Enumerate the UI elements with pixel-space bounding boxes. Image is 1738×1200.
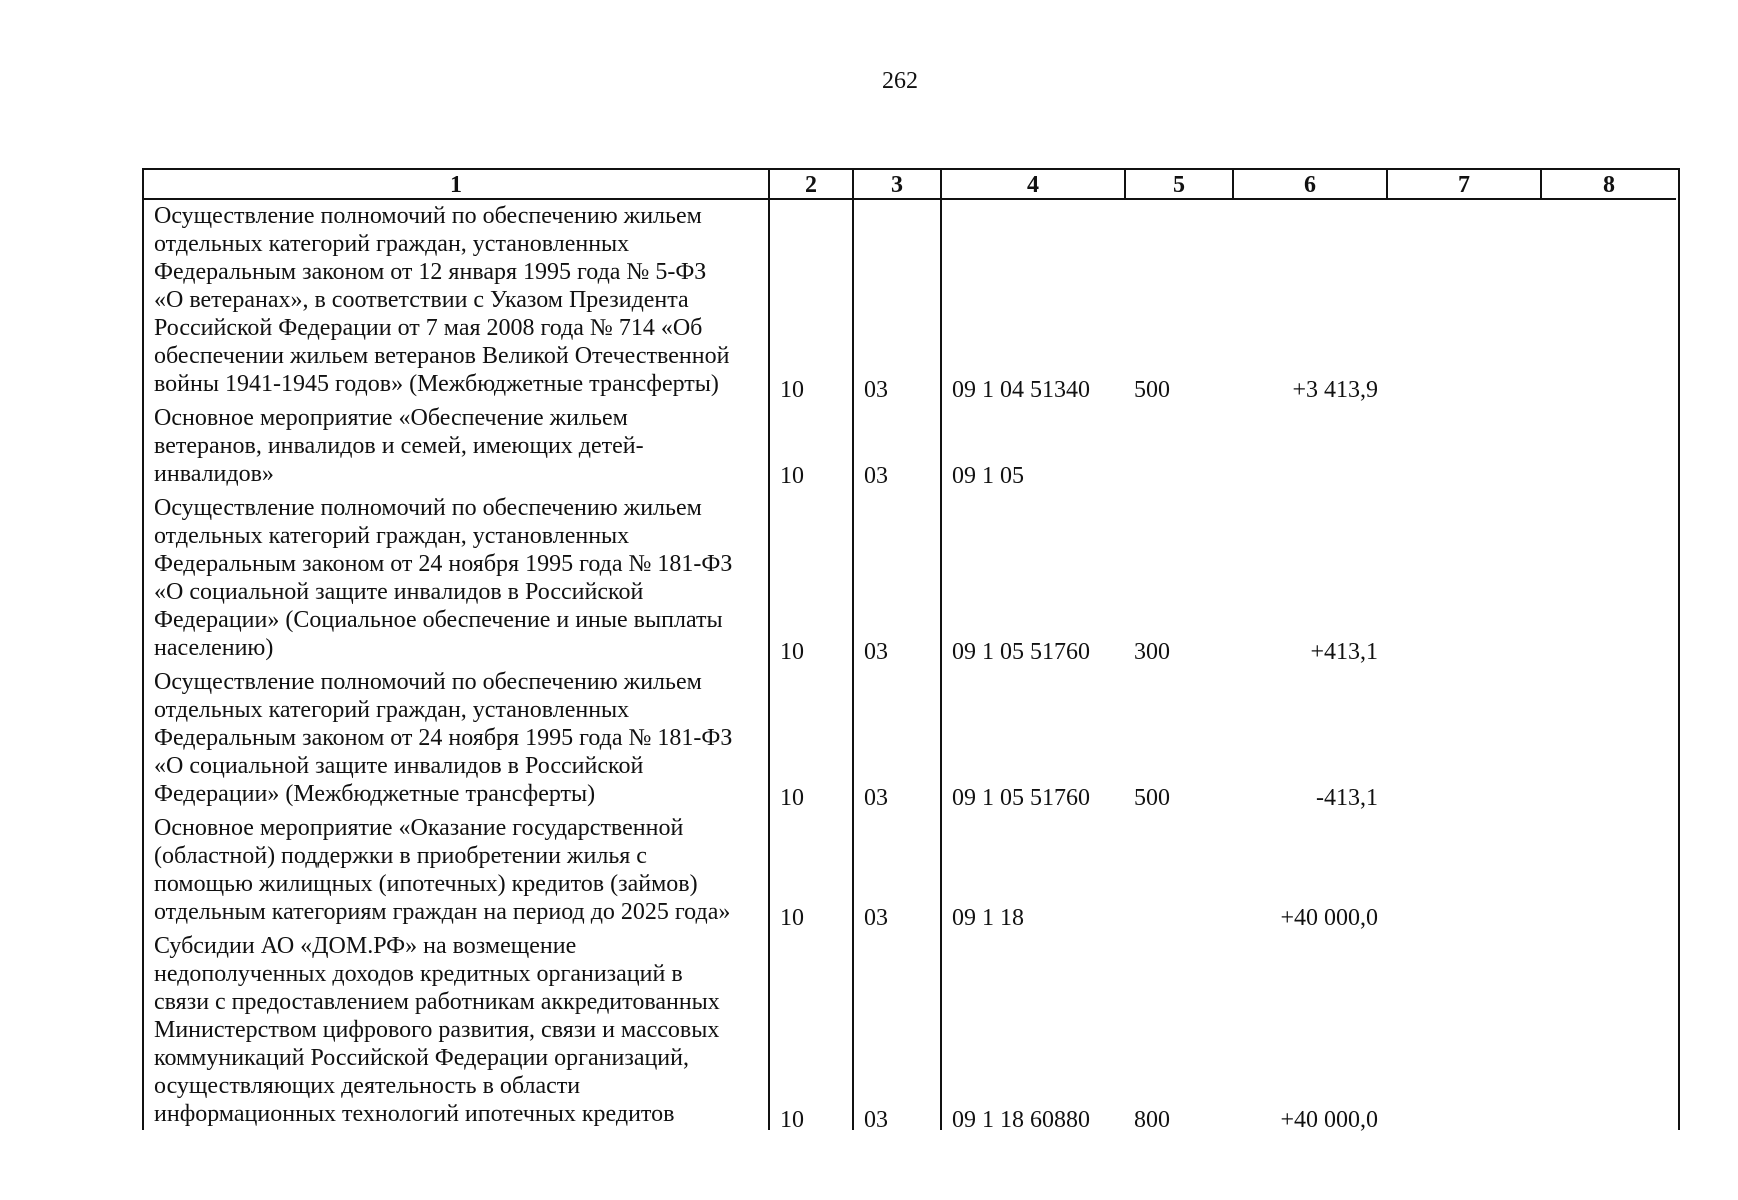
column-header-7: 7 xyxy=(1388,170,1542,200)
row-target-code: 09 1 18 60880 xyxy=(952,1107,1090,1133)
page-number: 262 xyxy=(882,68,918,94)
column-header-1: 1 xyxy=(144,170,770,200)
row-description: Осуществление полномочий по обеспечению жильем отдельных категорий граждан, установленных Федеральным законом от 24 ноября 1995 года № 181-ФЗ «О социальной защите инвалидов в Российской Федерации» (Социальное обеспечение и иные выплаты населению) xyxy=(154,495,733,661)
row-subsection: 03 xyxy=(864,463,888,489)
row-expense-type: 500 xyxy=(1134,377,1170,403)
row-section: 10 xyxy=(780,377,804,403)
row-amount: +40 000,0 xyxy=(1280,1107,1378,1133)
row-section: 10 xyxy=(780,1107,804,1133)
column-header-6: 6 xyxy=(1234,170,1388,200)
table-row xyxy=(144,814,1678,932)
row-section: 10 xyxy=(780,785,804,811)
row-expense-type: 300 xyxy=(1134,639,1170,665)
row-amount: -413,1 xyxy=(1316,785,1378,811)
row-target-code: 09 1 18 xyxy=(952,905,1024,931)
row-subsection: 03 xyxy=(864,639,888,665)
column-header-3: 3 xyxy=(854,170,942,200)
row-section: 10 xyxy=(780,463,804,489)
column-header-2: 2 xyxy=(770,170,854,200)
row-description: Основное мероприятие «Оказание государственной (областной) поддержки в приобретении жилья с помощью жилищных (ипотечных) кредитов (займов) отдельным категориям граждан на период до 2025 года» xyxy=(154,815,731,925)
column-header-5: 5 xyxy=(1126,170,1234,200)
row-target-code: 09 1 05 xyxy=(952,463,1024,489)
row-target-code: 09 1 05 51760 xyxy=(952,785,1090,811)
row-description: Осуществление полномочий по обеспечению жильем отдельных категорий граждан, установленных Федеральным законом от 12 января 1995 года № 5-ФЗ «О ветеранах», в соответствии с Указом Президента Российской Федерации от 7 мая 2008 года № 714 «Об обеспечении жильем ветеранов Великой Отечественной войны 1941-1945 годов» (Межбюджетные трансферты) xyxy=(154,203,730,397)
row-amount: +40 000,0 xyxy=(1280,905,1378,931)
row-subsection: 03 xyxy=(864,905,888,931)
row-subsection: 03 xyxy=(864,377,888,403)
column-header-4: 4 xyxy=(942,170,1126,200)
table-row xyxy=(144,202,1678,404)
column-header-8: 8 xyxy=(1542,170,1676,200)
row-description: Осуществление полномочий по обеспечению жильем отдельных категорий граждан, установленных Федеральным законом от 24 ноября 1995 года № 181-ФЗ «О социальной защите инвалидов в Российской Федерации» (Межбюджетные трансферты) xyxy=(154,669,733,807)
row-section: 10 xyxy=(780,905,804,931)
row-target-code: 09 1 04 51340 xyxy=(952,377,1090,403)
row-expense-type: 500 xyxy=(1134,785,1170,811)
table-row xyxy=(144,932,1678,1134)
budget-table xyxy=(142,168,1680,1133)
row-description: Основное мероприятие «Обеспечение жильем ветеранов, инвалидов и семей, имеющих детей- инвалидов» xyxy=(154,405,644,487)
table-row xyxy=(144,404,1678,490)
row-target-code: 09 1 05 51760 xyxy=(952,639,1090,665)
row-amount: +3 413,9 xyxy=(1292,377,1378,403)
table-row xyxy=(144,494,1678,666)
row-expense-type: 800 xyxy=(1134,1107,1170,1133)
row-section: 10 xyxy=(780,639,804,665)
row-description: Субсидии АО «ДОМ.РФ» на возмещение недополученных доходов кредитных организаций в связи с предоставлением работникам аккредитованных Министерством цифрового развития, связи и массовых коммуникаций Российской Федерации организаций, осуществляющих деятельность в области информационных технологий ипотечных кредитов xyxy=(154,933,720,1127)
table-row xyxy=(144,668,1678,812)
row-subsection: 03 xyxy=(864,1107,888,1133)
row-amount: +413,1 xyxy=(1310,639,1378,665)
row-subsection: 03 xyxy=(864,785,888,811)
